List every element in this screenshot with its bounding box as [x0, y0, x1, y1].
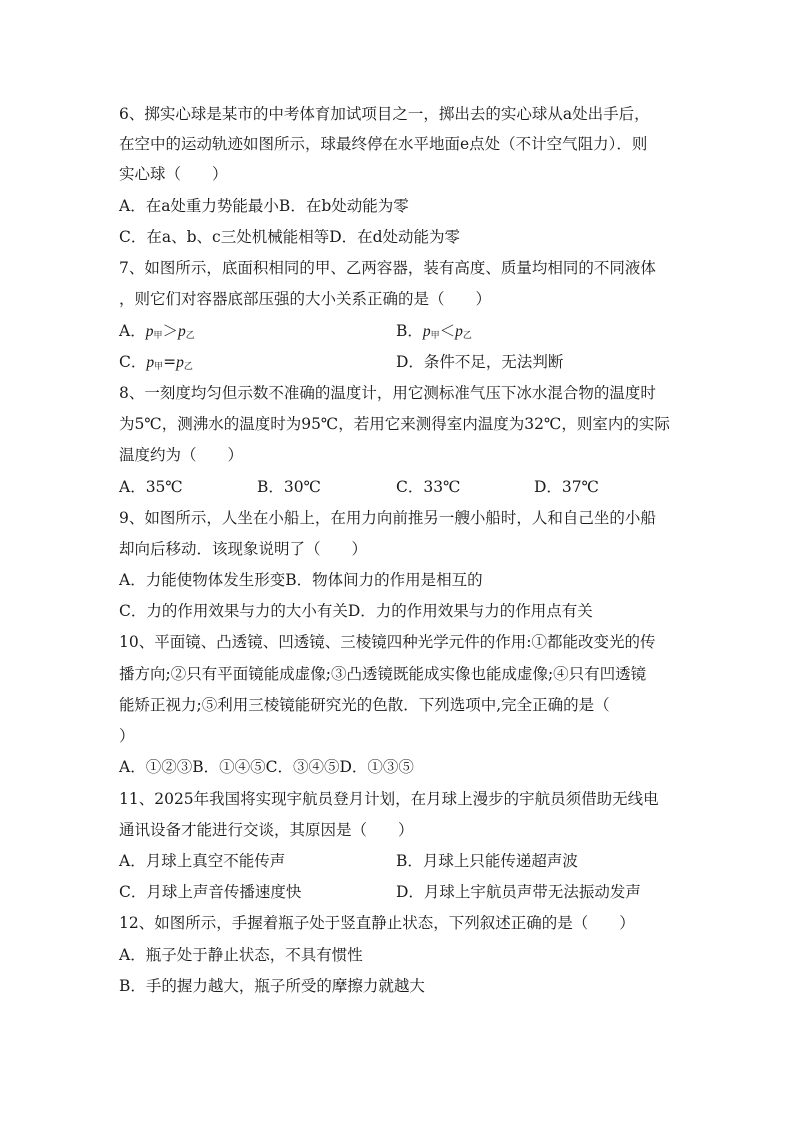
q8-option-a: A．35℃ — [119, 478, 183, 496]
q7-option-a-sub2: 乙 — [185, 331, 195, 341]
q7-option-c-op: = — [163, 353, 177, 371]
q7-stem-line-2: ，则它们对容器底部压强的大小关系正确的是（ ） — [119, 290, 492, 308]
q8-option-b: B．30℃ — [257, 478, 321, 496]
q7-stem-line-1: 7、如图所示，底面积相同的甲、乙两容器，装有高度、质量均相同的不同液体 — [119, 259, 656, 277]
q11-option-d: D．月球上宇航员声带无法振动发声 — [396, 883, 641, 901]
q6-stem-line-3: 实心球（ ） — [119, 165, 228, 183]
q7-option-c-p1: p — [146, 354, 155, 371]
q7-option-b — [396, 320, 472, 347]
q10-stem-line-2: 播方向;②只有平面镜能成虚像;③凸透镜既能成实像也能成虚像;④只有凹透镜 — [119, 665, 647, 683]
q6-option-cd: C．在a、b、c三处机械能相等D．在d处动能为零 — [119, 228, 461, 246]
q8-option-c: C．33℃ — [396, 478, 461, 496]
q7-option-c-sub2: 乙 — [183, 362, 193, 372]
q8-stem-line-1: 8、一刻度均匀但示数不准确的温度计，用它测标准气压下冰水混合物的温度时 — [119, 384, 656, 402]
q7-option-b-sub2: 乙 — [462, 331, 472, 341]
q11-option-b: B．月球上只能传递超声波 — [396, 852, 578, 870]
q9-stem-line-2: 却向后移动．该现象说明了（ ） — [119, 540, 368, 558]
q7-option-b-label: B． — [396, 322, 423, 340]
q6-stem-line-2: 在空中的运动轨迹如图所示，球最终停在水平地面e点处（不计空气阻力）．则 — [119, 135, 648, 153]
q7-option-a-label: A． — [119, 322, 146, 340]
q7-option-c-sub1: 甲 — [154, 362, 164, 372]
q8-stem-line-3: 温度约为（ ） — [119, 446, 244, 464]
q7-option-b-p1: p — [422, 323, 431, 340]
q11-option-a: A．月球上真空不能传声 — [119, 852, 286, 870]
q10-stem-line-1: 10、平面镜、凸透镜、凹透镜、三棱镜四种光学元件的作用:①都能改变光的传 — [119, 633, 656, 651]
q6-stem-line-1: 6、掷实心球是某市的中考体育加试项目之一，掷出去的实心球从a处出手后， — [119, 105, 650, 123]
q7-option-c-label: C． — [119, 353, 147, 371]
q7-option-a-op: ＞ — [162, 322, 178, 340]
q7-option-a — [119, 320, 195, 347]
q7-option-c-p2: p — [176, 354, 184, 371]
q9-stem-line-1: 9、如图所示，人坐在小船上，在用力向前推另一艘小船时，人和自己坐的小船 — [119, 509, 656, 527]
q8-stem-line-2: 为5℃，测沸水的温度时为95℃，若用它来测得室内温度为32℃，则室内的实际 — [119, 415, 670, 433]
q7-option-a-p1: p — [145, 323, 154, 340]
q11-stem-line-2: 通讯设备才能进行交谈，其原因是（ ） — [119, 821, 414, 839]
q7-option-a-p2: p — [177, 323, 186, 340]
q9-option-cd: C．力的作用效果与力的大小有关D．力的作用效果与力的作用点有关 — [119, 602, 593, 620]
q10-stem-line-4: ） — [119, 727, 135, 745]
q7-option-b-sub1: 甲 — [430, 331, 440, 341]
q12-option-a: A．瓶子处于静止状态，不具有惯性 — [119, 946, 363, 964]
q11-option-c: C．月球上声音传播速度快 — [119, 883, 302, 901]
q12-option-b: B．手的握力越大，瓶子所受的摩擦力就越大 — [119, 977, 425, 995]
q10-stem-line-3: 能矫正视力;⑤利用三棱镜能研究光的色散．下列选项中,完全正确的是（ — [119, 696, 610, 714]
q12-stem-line-1: 12、如图所示，手握着瓶子处于竖直静止状态，下列叙述正确的是（ ） — [119, 914, 635, 932]
q10-options: A．①②③B．①④⑤C．③④⑤D．①③⑤ — [119, 758, 414, 776]
q11-stem-line-1: 11、2025年我国将实现宇航员登月计划，在月球上漫步的宇航员须借助无线电 — [119, 790, 659, 808]
q7-option-b-p2: p — [455, 323, 463, 340]
q9-option-ab: A．力能使物体发生形变B．物体间力的作用是相互的 — [119, 571, 483, 589]
q8-option-d: D．37℃ — [534, 478, 599, 496]
q7-option-a-sub1: 甲 — [153, 331, 163, 341]
q6-option-ab: A．在a处重力势能最小B．在b处动能为零 — [119, 197, 409, 215]
q7-option-b-op: ＜ — [439, 322, 456, 340]
q7-option-c — [119, 351, 193, 378]
q7-option-d: D．条件不足，无法判断 — [396, 353, 564, 371]
